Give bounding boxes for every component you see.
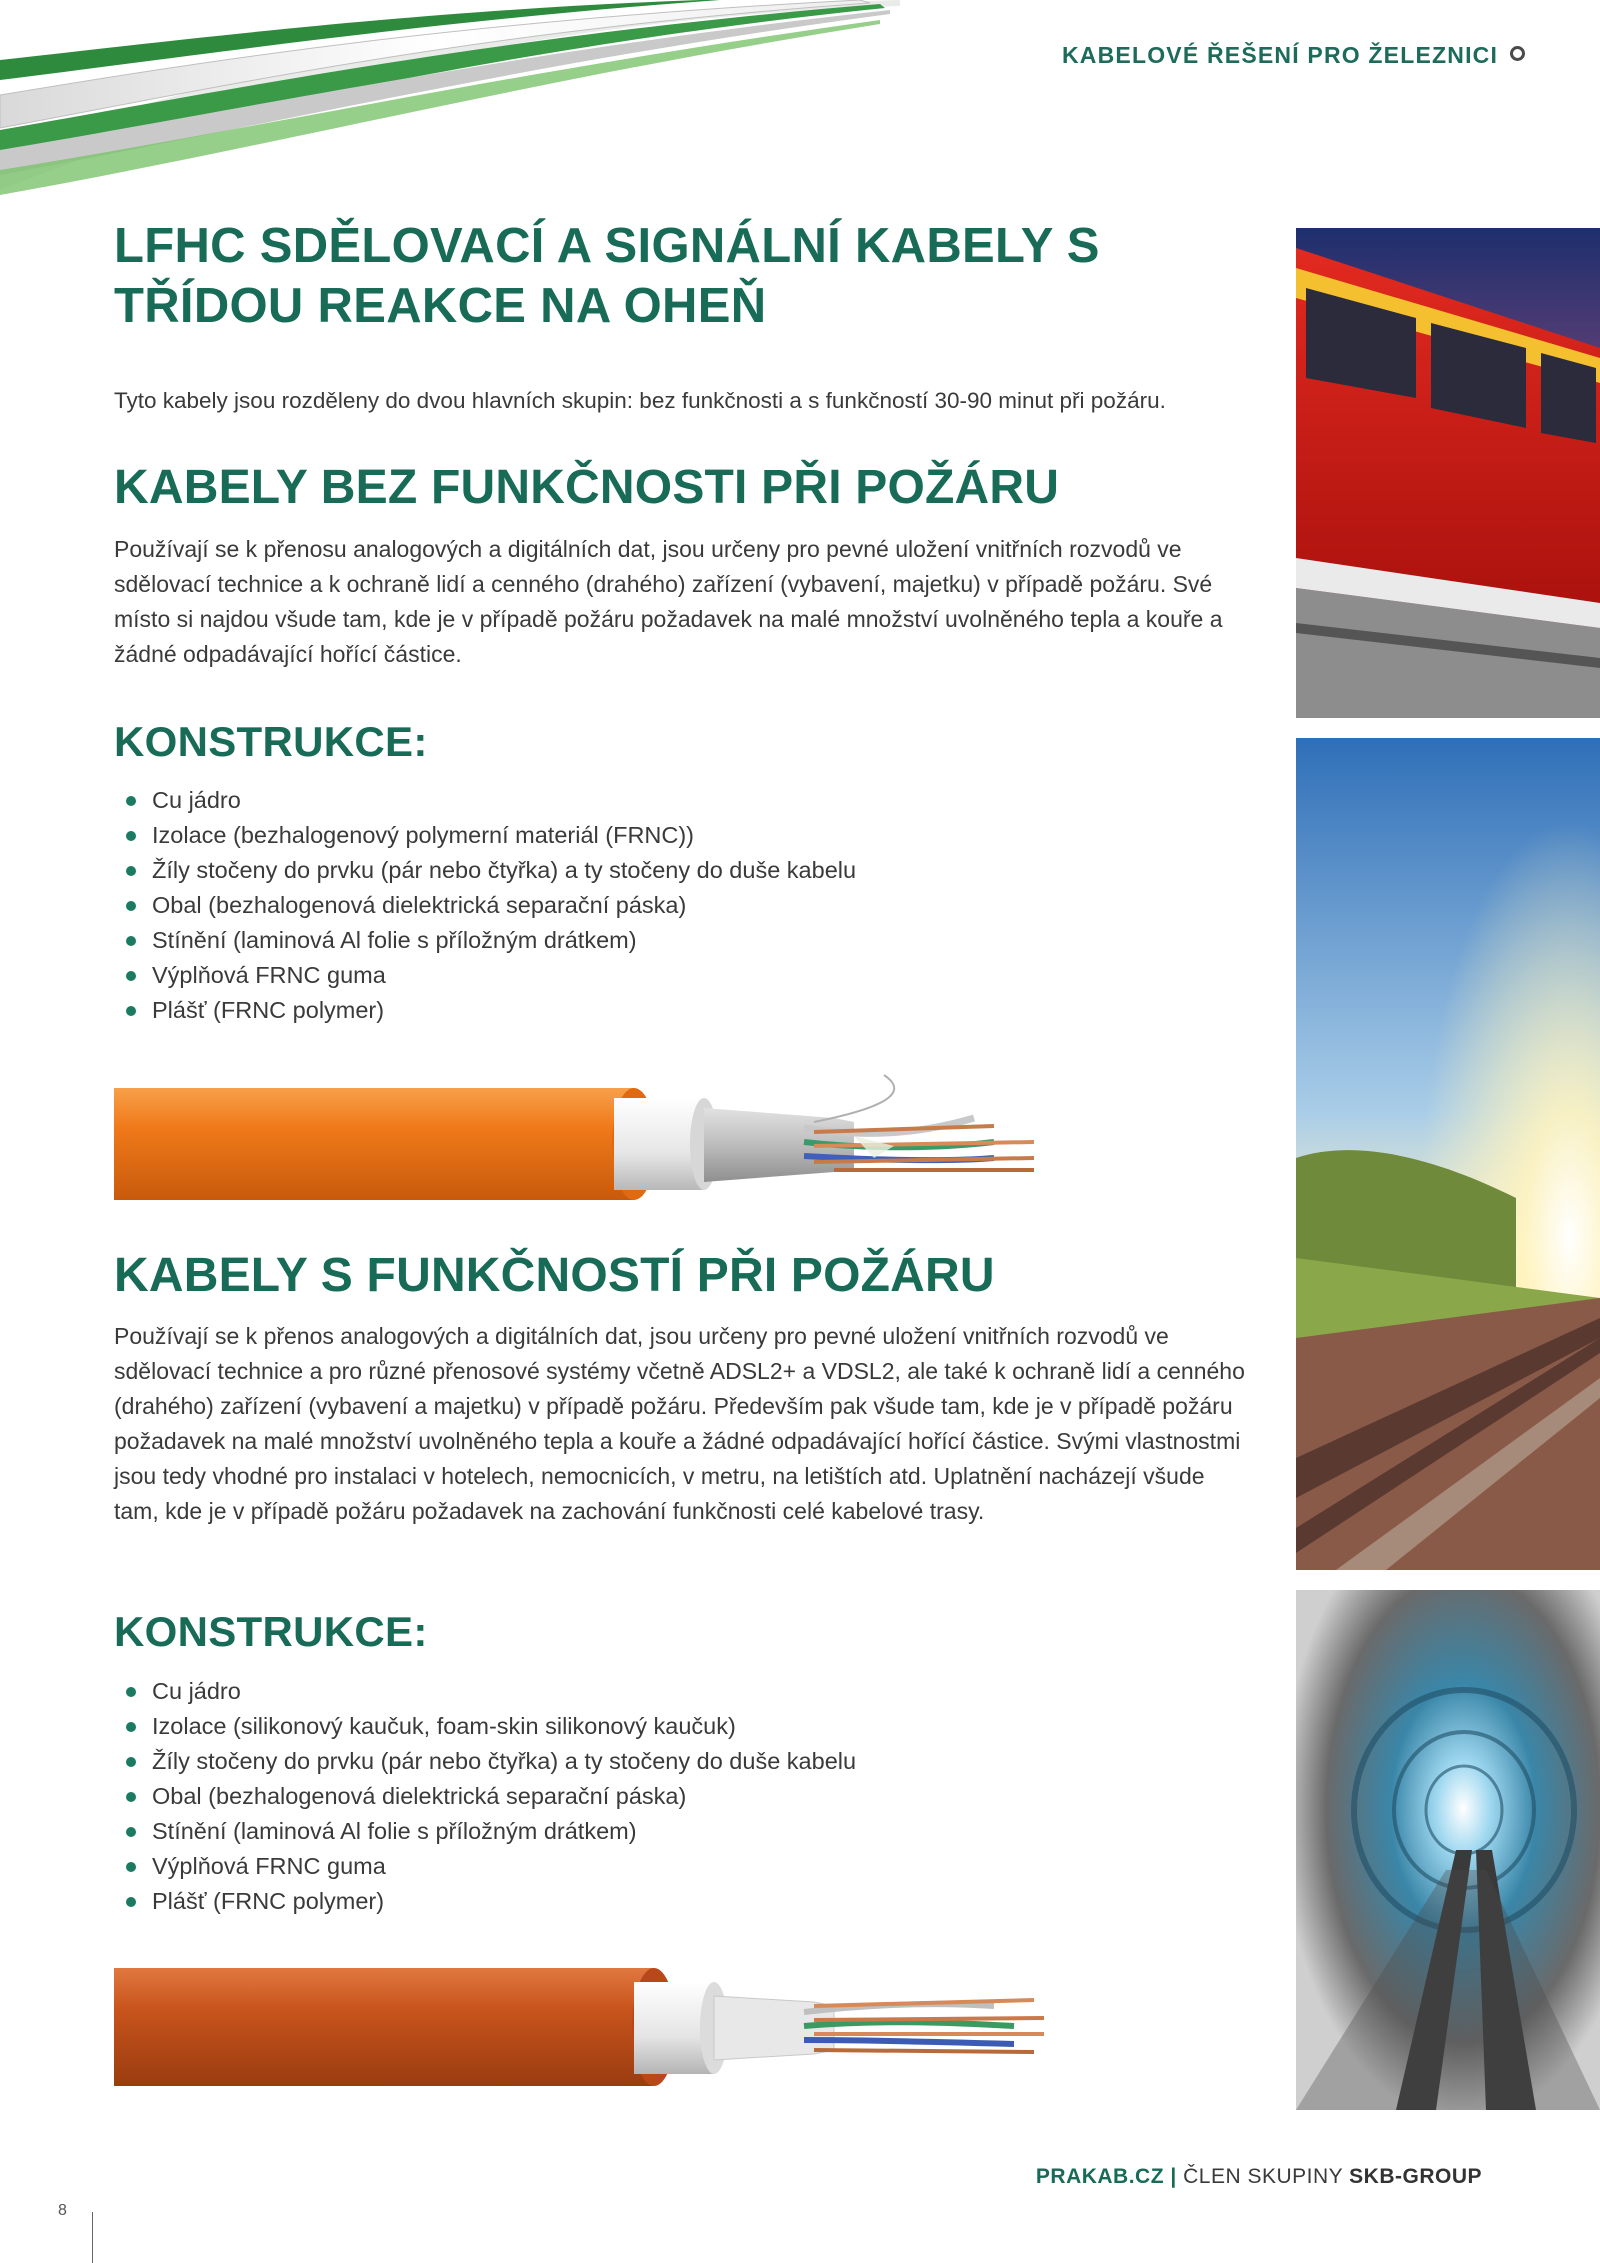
- page-divider: [92, 2212, 93, 2263]
- section2-text: Používají se k přenos analogových a digitálních dat, jsou určeny pro pevné uložení vnitřních rozvodů ve sdělovací technice a pro různé přenosové systémy včetně ADSL2+ a VDSL2, ale také k ochraně lidí a cenného (drahého) zařízení (vybavení a majetku) v případě požáru. Především pak všude tam, kde je v případě požáru požadavek na malé množství uvolněného tepla a kouře a žádné odpadávající hořící částice. Svými vlastnostmi jsou tedy vhodné pro instalaci v hotelech, nemocnicích, v metru, na letištích atd. Uplatnění nacházejí všude tam, kde je v případě požáru požadavek na zachování funkčnosti celé kabelové trasy.: [114, 1323, 1245, 1524]
- page-title: LFHC SDĚLOVACÍ A SIGNÁLNÍ KABELY S TŘÍDOU REAKCE NA OHEŇ: [114, 219, 1100, 333]
- header-cable-swoosh: [0, 0, 900, 210]
- list-item: Žíly stočeny do prvku (pár nebo čtyřka) a ty stočeny do duše kabelu: [114, 853, 856, 888]
- footer-brand: [1036, 2165, 1482, 2189]
- railway-track-photo: [1296, 738, 1600, 1570]
- list-item: Výplňová FRNC guma: [114, 958, 856, 993]
- list-item: Plášť (FRNC polymer): [114, 993, 856, 1028]
- cable-image-with-function: [114, 1940, 1064, 2100]
- footer-separator: |: [1170, 2165, 1177, 2188]
- section2-heading: KABELY S FUNKČNOSTÍ PŘI POŽÁRU: [114, 1249, 995, 1302]
- footer-member-text: ČLEN SKUPINY: [1183, 2165, 1343, 2188]
- list-item: Stínění (laminová Al folie s příložným drátkem): [114, 1814, 856, 1849]
- list-item: Žíly stočeny do prvku (pár nebo čtyřka) a ty stočeny do duše kabelu: [114, 1744, 856, 1779]
- list-item: Obal (bezhalogenová dielektrická separační páska): [114, 888, 856, 923]
- header-circle-icon: [1510, 46, 1525, 61]
- train-photo: [1296, 228, 1600, 718]
- section1-construction-heading: KONSTRUKCE:: [114, 718, 428, 765]
- list-item: Stínění (laminová Al folie s příložným drátkem): [114, 923, 856, 958]
- page-number: 8: [58, 2202, 67, 2219]
- list-item: Izolace (bezhalogenový polymerní materiál (FRNC)): [114, 818, 856, 853]
- section1-construction-list: [114, 783, 856, 1028]
- header-title: KABELOVÉ ŘEŠENÍ PRO ŽELEZNICI: [1062, 42, 1499, 68]
- section1-text: Používají se k přenosu analogových a digitálních dat, jsou určeny pro pevné uložení vnitřních rozvodů ve sdělovací technice a k ochraně lidí a cenného (drahého) zařízení (vybavení, majetku) v případě požáru. Své místo si najdou všude tam, kde je v případě požáru požadavek na malé množství uvolněného tepla a kouře a žádné odpadávající hořící částice.: [114, 536, 1223, 667]
- footer-group: SKB-GROUP: [1349, 2165, 1482, 2188]
- intro-text: Tyto kabely jsou rozděleny do dvou hlavních skupin: bez funkčnosti a s funkčností 30-90 minut při požáru.: [114, 388, 1166, 413]
- list-item: Plášť (FRNC polymer): [114, 1884, 856, 1919]
- section2-construction-heading: KONSTRUKCE:: [114, 1608, 428, 1655]
- footer-site: PRAKAB.CZ: [1035, 2165, 1165, 2188]
- list-item: Cu jádro: [114, 1674, 856, 1709]
- section1-heading: KABELY BEZ FUNKČNOSTI PŘI POŽÁRU: [114, 461, 1060, 514]
- list-item: Výplňová FRNC guma: [114, 1849, 856, 1884]
- tunnel-photo: [1296, 1590, 1600, 2110]
- section2-construction-list: [114, 1674, 856, 1919]
- cable-image-no-function: [114, 1050, 1064, 1220]
- list-item: Izolace (silikonový kaučuk, foam-skin silikonový kaučuk): [114, 1709, 856, 1744]
- list-item: Obal (bezhalogenová dielektrická separační páska): [114, 1779, 856, 1814]
- list-item: Cu jádro: [114, 783, 856, 818]
